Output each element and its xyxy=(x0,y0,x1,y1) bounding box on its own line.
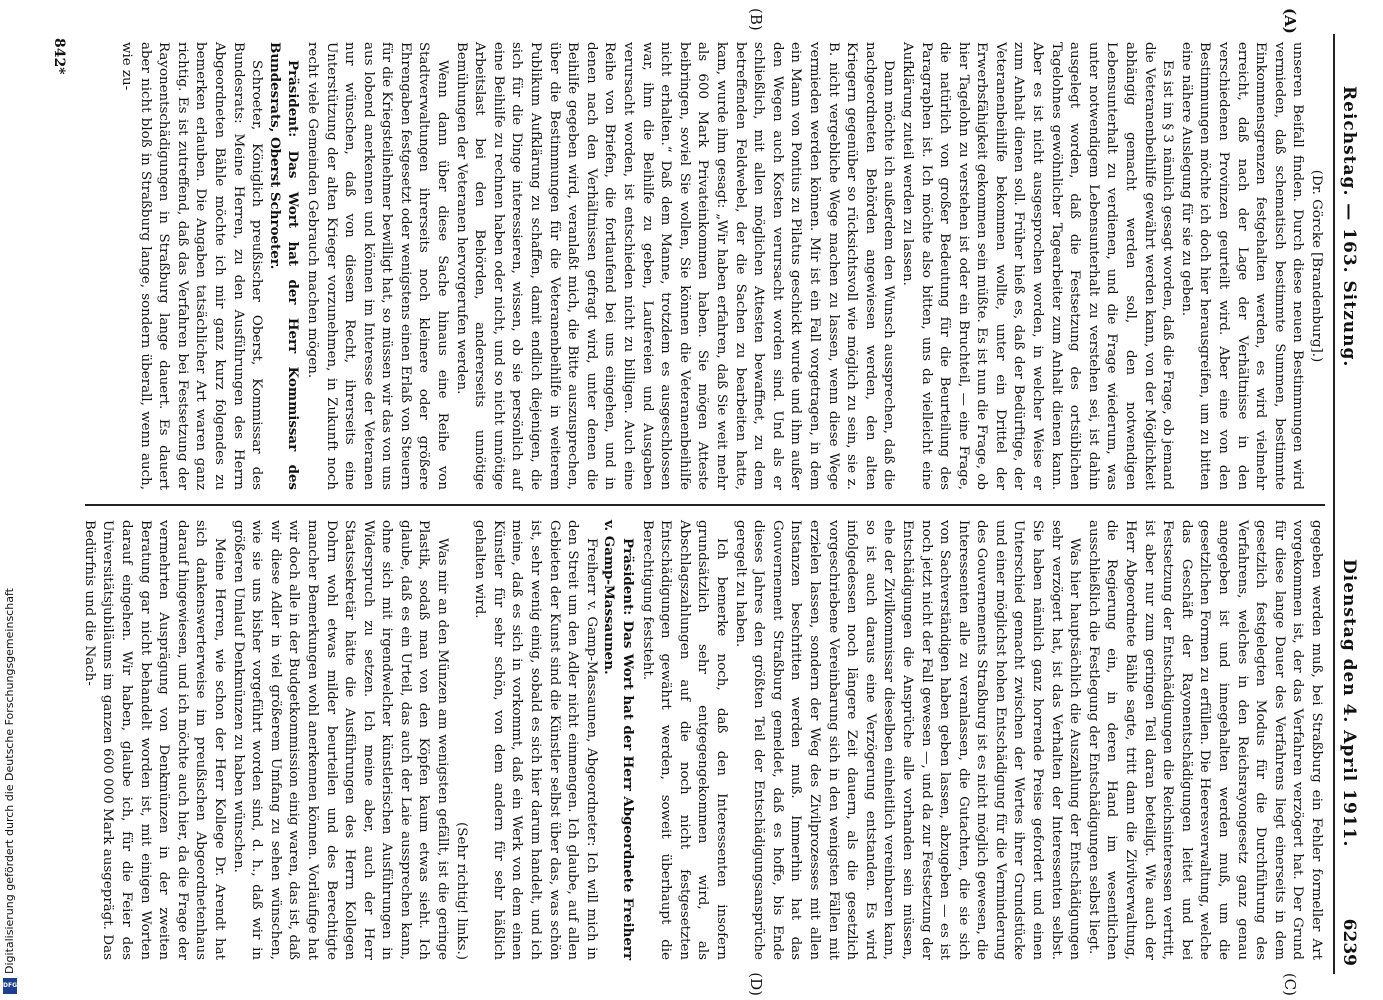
paragraph: unseren Beifall finden. Durch diese neuen Bestimmungen wird vermieden, daß schematisch bestimmte Summen, bestimmte Einkommensgrenzen festgehalten werden, es wird vielmehr erreicht, daß nach der Lage der Verhältnisse in den verschiedenen Provinzen geurteilt wird. Aber eine von den Bestimmungen möchte ich doch hier herausgreifen, um zu bitten eine nähere Auslegung für sie zu geben. xyxy=(1178,42,1306,490)
right-column xyxy=(81,504,1325,996)
page-header xyxy=(1333,34,1361,974)
dfg-logo: DFG xyxy=(3,978,17,994)
margin-marker-a: (A) xyxy=(1281,8,1299,34)
paragraph: Es ist im § 3 nämlich gesagt worden, daß die Frage, ob jemand die Veteranenbeihilfe gewährt werden kann, von der Möglichkeit abhängig gemacht werden soll, den notwendigen Lebensunterhalt zu verdienen, und die Frage wiederum, was unter notwendigem Lebensunterhalt zu verstehen sei, ist dahin ausgelegt worden, daß die Festsetzung des ortsüblichen Tagelohnes gewöhnlicher Tagearbeiter zum Anhalt dienen kann. Aber es ist nicht ausgesprochen worden, in welcher Weise er zum Anhalt dienen soll. Früher hieß es, daß der Bedürftige, der Veteranenbeihilfe bekommen wollte, unter ein Drittel der Erwerbsfähigkeit gekommen sein müßte. Es ist nun die Frage, ob hier Tagelohn zu verstehen ist oder ein Bruchteil, — eine Frage, die natürlich von großer Bedeutung für die Beurteilung des Paragraphen ist. Ich möchte also bitten, uns da vielleicht eine Aufklärung zuteil werden zu lassen. xyxy=(899,42,1176,490)
paragraph: Dann möchte ich außerdem den Wunsch aussprechen, daß die nachgeordneten Behörden angewiesen werden, den alten Kriegern gegenüber so rücksichtsvoll wie möglich zu sein, sie z. B. nicht vergebliche Wege machen zu lassen, wenn diese Wege vermieden werden können. Mir ist ein Fall vorgetragen, in dem ein Mann von Pontius zu Pilatus geschickt wurde und ihm außer den Wegen auch Kosten verursacht worden sind. Und als er schließlich, mit allen möglichen Attesten bewaffnet, zu dem betreffenden Feldwebel, der die Sachen zu bearbeiten hatte, kam, wurde ihm gesagt: „Wir haben erfahren, daß Sie weit mehr als 600 Mark Privateinkommen haben. Sie mögen Atteste beibringen, soviel Sie wollen, Sie können die Veteranenbeihilfe nicht erhalten.“ Daß dem Manne, trotzdem es ausgeschlossen war, ihm die Beihilfe zu geben, Laufereien und Ausgaben verursacht worden, ist entschieden nicht zu billigen. Auch eine Reihe von Briefen, die fortlaufend bei uns eingehen, und in denen nach den Verhältnissen gefragt wird, unter denen die Beihilfe gegeben wird, veranlaßt mich, die Bitte auszusprechen, über die Bestimmungen für die Veteranenbeihilfe in weiterem Publikum Aufklärung zu schaffen, damit endlich diejenigen, die sich für die Dinge interessieren, wissen, ob sie persönlich auf eine Beihilfe zu rechnen haben oder nicht, und so nicht unnötige Arbeitslast bei den Behörden, andererseits unnötige Bemühungen der Veteranen hervorgerufen werden. xyxy=(453,42,897,490)
margin-marker-d: (D) xyxy=(747,972,765,996)
paragraph: Meine Herren, wie schon der Herr Kollege Dr. Arendt hat sich dankenswerterweise im preußischen Abgeordnetenhaus darauf hingewiesen, und ich möchte auch hier, da die Frage der vermehrten Ausprägung von Denkmünzen in der zweiten Beratung gar nicht behandelt worden ist, mit einigen Worten darauf eingehen. Wir haben, glaube ich, für die Feier des Universitätsjubiläums im ganzen 600 000 Mark ausgeprägt. Das Bedürfnis und die Nach- xyxy=(81,520,227,960)
president-remark: Präsident: Das Wort hat der Herr Kommissar des Bundesrats, Oberst Schroeter. xyxy=(266,42,302,490)
page-number: 6239 xyxy=(1339,918,1359,966)
paragraph: gegeben werden muß, bei Straßburg ein Fehler formeller Art vorgekommen ist, der das Verfahren verzögert hat. Der Grund für diese lange Dauer des Verfahrens liegt einerseits in dem gesetzlich festgelegten Modus für die Durchführung des Verfahrens, welches in den Reichsrayongesetz ganz genau angegeben ist und innegehalten werden muß, um die gesetzlichen Formen zu erfüllen. Die Heeresverwaltung, welche das Geschäft der Rayonentschädigungen leitet und bei Festsetzung der Entschädigungen die Reichsinteressen vertritt, ist aber nur zum geringen Teil daran beteiligt. Wie auch der Herr Abgeordnete Bähle sagte, tritt dann die Zivilverwaltung, die Regierung ein, in deren Hand im wesentlichen ausschließlich die Festlegung der Entschädigungen selbst liegt. xyxy=(1085,520,1324,960)
text-columns xyxy=(51,8,1325,996)
signature-mark: 842* xyxy=(51,38,67,75)
paragraph: Ich bemerke noch, daß den Interessenten insofern grundsätzlich sehr entgegengekommen wird, als Abschlagszahlungen auf die noch nicht festgesetzten Entschädigungen gewährt werden, soweit überhaupt die Berechtigung feststeht. xyxy=(639,520,729,960)
paragraph: Wenn dann über diese Sache hinaus eine Reihe von Stadtverwaltungen ihrerseits noch kleinere oder größere Ehrengaben festgesetzt oder wenigstens einen Erlaß von Steuern für die Kriegsteilnehmer bewilligt hat, so müssen wir das von uns aus lobend anerkennen und können im Interesse der Veteranen nur wünschen, daß von diesem Recht, ihrerseits eine Unterstützung der alten Krieger vorzunehmen, in Zukunft noch recht viele Gemeinden Gebrauch machen mögen. xyxy=(304,42,451,490)
interjection: (Sehr richtig! links.) xyxy=(453,822,469,960)
speaker-line: (Dr. Görcke [Brandenburg].) xyxy=(1309,169,1324,363)
paragraph: Was hier hauptsächlich die Auszahlung der Entschädigungen sehr verzögert hat, ist das Verhalten der Interessenten selbst. Sie haben nämlich ganz horrende Preise gefordert und einen Unterschied gemacht zwischen der Wertes ihrer Grundstücke und einer möglichst hohen Entschädigung für die Verminderung des Gouvernements Straßburg ist es nicht möglich gewesen, die Interessenten alle zu veranlassen, die Gutachten, die sie sich von Sachverständigen haben geben lassen, abzugeben — es ist noch jetzt nicht der Fall gewesen —, und da zur Festsetzung der Entschädigungen die Ansprüche alle vorhanden sein müssen, ehe der Zivilkommissar dieselben einheitlich vereinbaren kann, so ist auch daraus eine Verzögerung entstanden. Es wird infolgedessen noch längere Zeit dauern, als die gesetzlich vorgeschriebene Vereinbarung sich in den wenigsten Fällen mit erzielen lassen, sondern der Weg des Zivilprozesses mit allen Instanzen beschritten werden muß. Immerhin hat das Gouvernement Straßburg gemeldet, daß es hoffe, bis Ende dieses Jahres den größten Teil der Entschädigungsansprüche geregelt zu haben. xyxy=(732,520,1083,960)
margin-marker-b: (B) xyxy=(747,8,765,31)
speech-schroeter: Schroeter, Königlich preußischer Oberst, Kommissar des Bundesrats: Meine Herren, zu den Ausführungen des Herrn Abgeordneten Bähle möchte ich mir ganz kurz folgendes zu bemerken erlauben. Die Angaben tatsächlicher Art waren ganz richtig. Es ist zutreffend, daß das Verfahren bei Festsetzung der Rayonentschädigungen in Straßburg lange dauert. Es dauert aber nicht bloß in Straßburg lange, sondern überall, wenn auch, wie zu- xyxy=(119,42,265,490)
digitization-notice xyxy=(2,588,18,994)
speech-gamp: Freiherr v. Gamp-Massaunen, Abgeordneter: Ich will mich in den Streit um den Adler nicht einmengen. Ich glaube, auf allen Gebieten der Kunst sind die Künstler selbst über das, was schön ist, sehr wenig einig, sobald es sich hier darum handelt, und ich meine, daß es sich in vorkommt, daß ein Werk von dem einen Künstler für sehr schön, von dem andern für sehr häßlich gehalten wird. xyxy=(472,520,599,960)
left-column xyxy=(85,8,1325,504)
header-date: Dienstag den 4. April 1911. xyxy=(1339,559,1359,848)
notice-text: Digitalisierung gefördert durch die Deutsche Forschungsgemeinschaft xyxy=(3,588,16,974)
header-left: Reichstag. — 163. Sitzung. xyxy=(1339,86,1359,368)
president-remark: Präsident: Das Wort hat der Herr Abgeordnete Freiherr v. Gamp-Massaunen. xyxy=(601,520,637,960)
margin-marker-c: (C) xyxy=(1281,972,1299,996)
paragraph: Was mir an den Münzen am wenigsten gefällt, ist die geringe Plastik, sodaß man von den Köpfen kaum etwas sieht. Ich glaube, daß es ein Urteil, das auch der Laie aussprechen kann, ohne sich mit irgendwelcher künstlerischen Ausführungen in Widerspruch zu setzen. Ich meine aber, auch der Herr Staatssekretär hätte die Ausführungen des Herrn Kollegen Dohrn wohl etwas milder beurteilen und des Berechtigte mancher Bemerkungen wohl anerkennen können. Vorläufige hat wir doch alle in der Budgetkommission einig waren, das ist, daß wir diese Adler in viel größerem Umfang zu sehen wünschen, wie sie uns bisher vorgeführt worden sind, d. h., daß wir in größeren Umlauf Denkmünzen zu haben wünschen. xyxy=(230,520,451,960)
